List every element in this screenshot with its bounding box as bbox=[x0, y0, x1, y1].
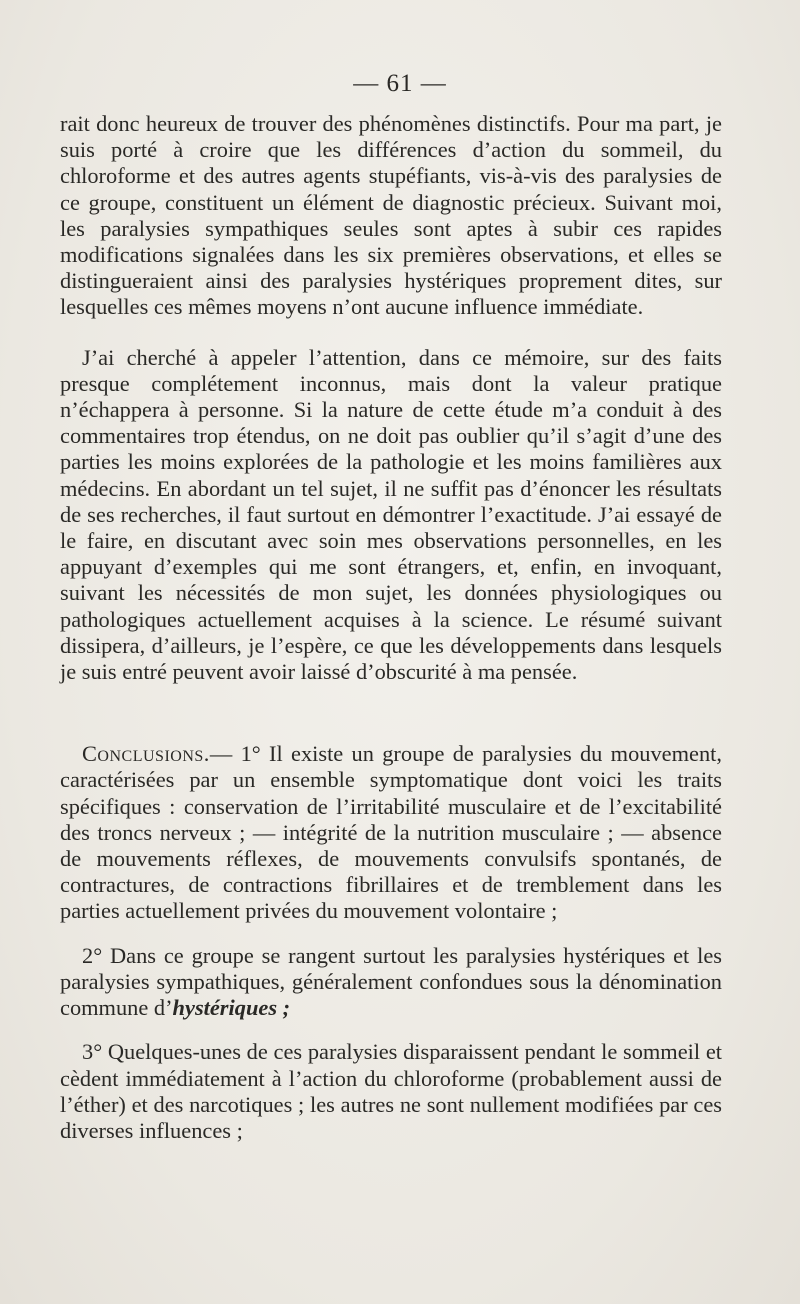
conclusions-heading: Conclusions. bbox=[82, 741, 210, 767]
paragraph-conclusion-2 bbox=[60, 943, 722, 1022]
paragraph-conclusion-3: 3° Quelques-unes de ces paralysies disparaissent pendant le sommeil et cèdent immédiatement à l’action du chloroforme (probablement aussi de l’éther) et des narcotiques ; les autres ne sont nullement modifiées par ces diverses influences ; bbox=[60, 1039, 722, 1143]
conclusion-1-text: — 1° Il existe un groupe de paralysies du mouvement, caractérisées par un ensemble symptomatique dont voici les traits spécifiques : conservation de l’irritabilité musculaire et de l’excitabilité des troncs nerveux ; — intégrité de la nutrition musculaire ; — absence de mouvements réflexes, de mouvements convulsifs spontanés, de contractures, de contractions fibrillaires et de tremblement dans les parties actuellement privées du mouvement volontaire ; bbox=[60, 741, 722, 924]
paragraph-continuation: rait donc heureux de trouver des phénomènes distinctifs. Pour ma part, je suis porté à croire que les différences d’action du sommeil, du chloroforme et des autres agents stupéfiants, vis-à-vis des paralysies de ce groupe, constituent un élément de diagnostic précieux. Suivant moi, les paralysies sympathiques seules sont aptes à subir ces rapides modifications signalées dans les six premières observations, et elles se distingueraient ainsi des paralysies hystériques proprement dites, sur lesquelles ces mêmes moyens n’ont aucune influence immédiate. bbox=[60, 111, 722, 320]
paragraph-conclusion-1 bbox=[60, 741, 722, 924]
conclusion-2-italic: hystériques ; bbox=[172, 995, 291, 1021]
conclusion-2-text: 2° Dans ce groupe se rangent surtout les paralysies hystériques et les paralysies sympathiques, généralement confondues sous la dénomination commune d’ bbox=[60, 942, 722, 1021]
page-number: — 61 — bbox=[353, 70, 447, 97]
paragraph-attention: J’ai cherché à appeler l’attention, dans ce mémoire, sur des faits presque complétement inconnus, mais dont la valeur pratique n’échappera à personne. Si la nature de cette étude m’a conduit à des commentaires trop étendus, on ne doit pas oublier qu’il s’agit d’une des parties les moins explorées de la pathologie et les moins familières aux médecins. En abordant un tel sujet, il ne suffit pas d’énoncer les résultats de ses recherches, il faut surtout en démontrer l’exactitude. J’ai essayé de le faire, en discutant avec soin mes observations personnelles, en les appuyant d’exemples qui me sont étrangers, et, enfin, en invoquant, suivant les nécessités de mon sujet, les données physiologiques ou pathologiques actuellement acquises à la science. Le résumé suivant dissipera, d’ailleurs, je l’espère, ce que les développements dans lesquels je suis entré peuvent avoir laissé d’obscurité à ma pensée. bbox=[60, 344, 722, 685]
body-text bbox=[60, 111, 722, 1144]
